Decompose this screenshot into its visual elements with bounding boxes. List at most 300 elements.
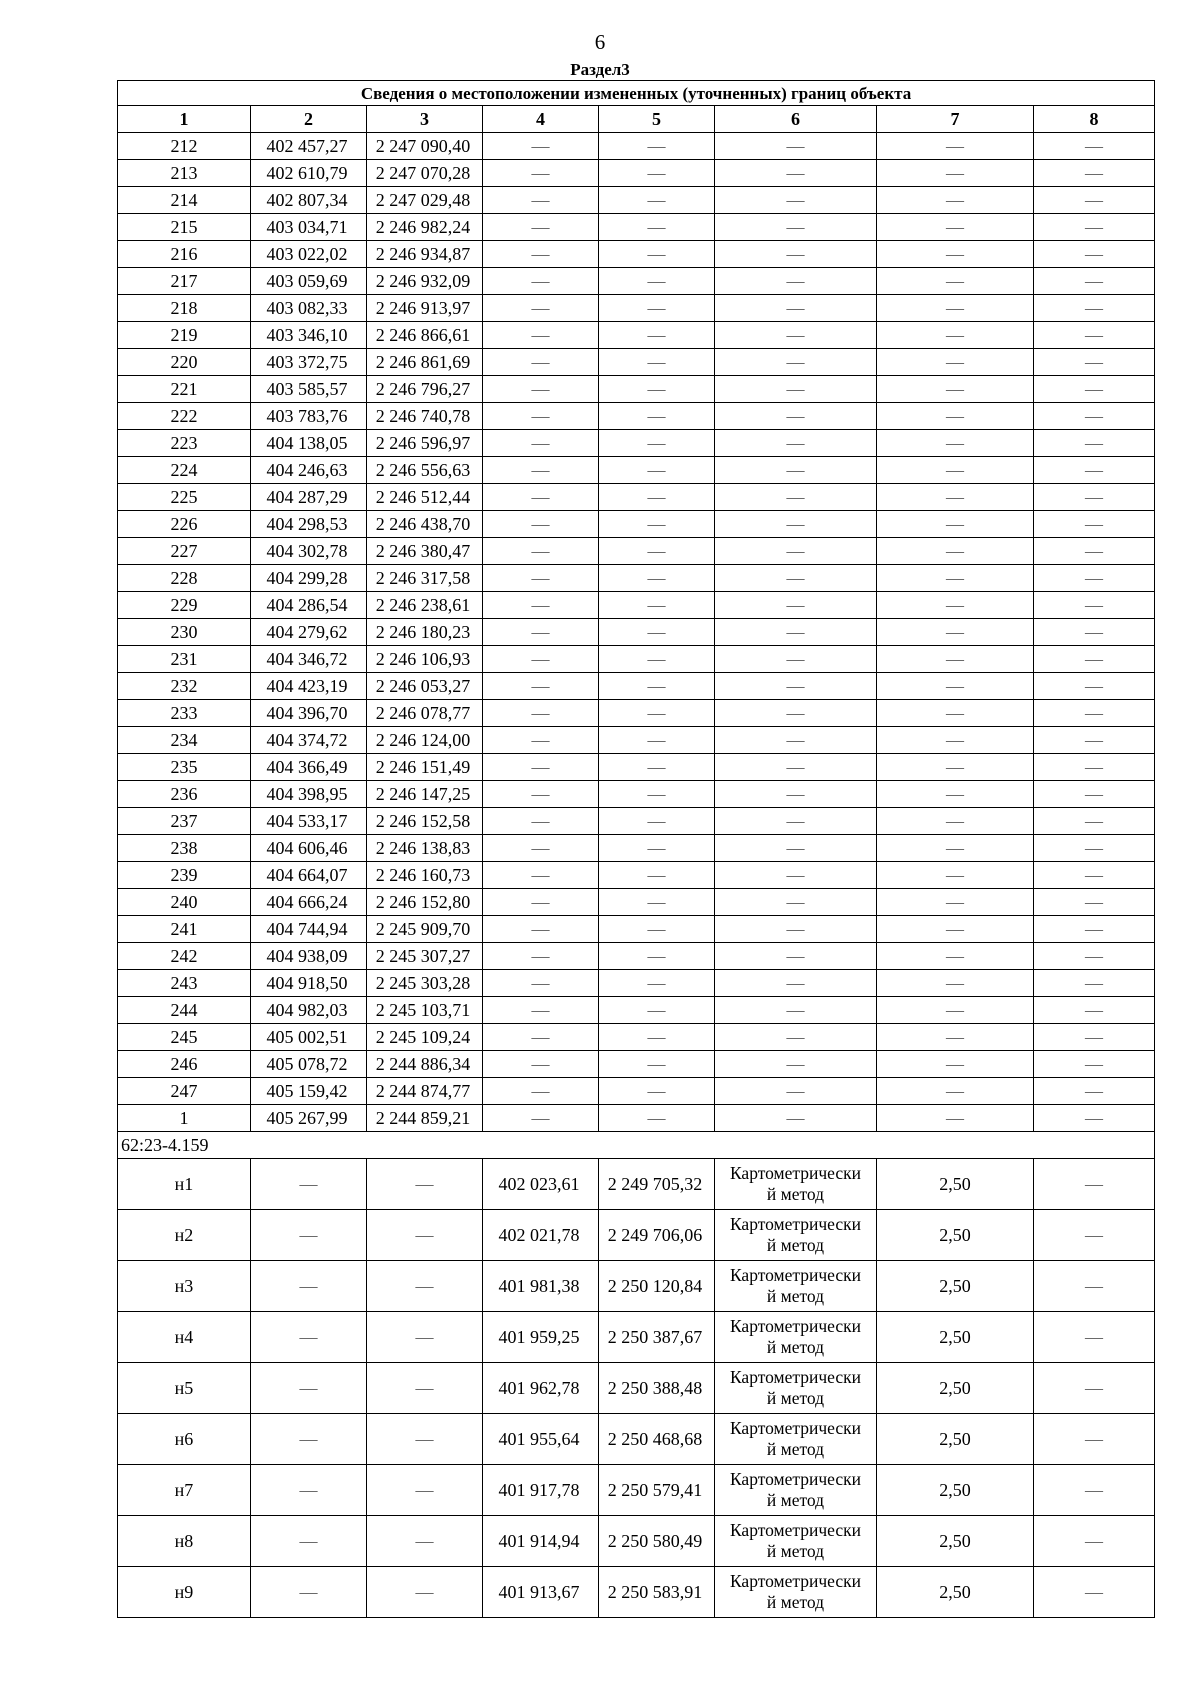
dash-cell: — [877,403,1034,430]
x-coordinate-cell: 404 366,49 [251,754,367,781]
dash-cell: — [877,187,1034,214]
y-coordinate-cell: 2 250 579,41 [599,1465,715,1516]
dash-cell: — [1034,133,1155,160]
dash-cell: — [1034,1024,1155,1051]
dash-cell: — [1034,943,1155,970]
method-text-line: й метод [766,1541,825,1561]
dash-cell: — [483,565,599,592]
table-row [118,1051,1155,1078]
dash-cell: — [483,1051,599,1078]
dash-cell: — [367,1261,483,1312]
dash-cell: — [599,457,715,484]
method-text-line: Картометрически [729,1520,862,1540]
section-label: Раздел3 [570,60,630,79]
point-number-cell: н1 [118,1159,251,1210]
point-number-cell: 234 [118,727,251,754]
dash-cell: — [599,133,715,160]
dash-cell: — [483,511,599,538]
dash-cell: — [715,1078,877,1105]
y-coordinate-cell: 2 249 705,32 [599,1159,715,1210]
dash-cell: — [877,727,1034,754]
dash-cell: — [599,916,715,943]
dash-cell: — [1034,700,1155,727]
dash-cell: — [483,727,599,754]
table-row [118,565,1155,592]
dash-cell: — [367,1516,483,1567]
dash-cell: — [251,1159,367,1210]
x-coordinate-cell: 404 398,95 [251,781,367,808]
dash-cell: — [599,241,715,268]
x-coordinate-cell: 404 374,72 [251,727,367,754]
dash-cell: — [1034,970,1155,997]
dash-cell: — [877,754,1034,781]
point-number-cell: 245 [118,1024,251,1051]
method-text-line: Картометрически [729,1316,862,1336]
point-number-cell: 221 [118,376,251,403]
dash-cell: — [1034,727,1155,754]
dash-cell: — [715,970,877,997]
y-coordinate-cell: 2 246 380,47 [367,538,483,565]
table-row [118,133,1155,160]
table-row [118,376,1155,403]
dash-cell: — [367,1363,483,1414]
point-number-cell: 242 [118,943,251,970]
dash-cell: — [483,592,599,619]
dash-cell: — [599,214,715,241]
dash-cell: — [599,376,715,403]
dash-cell: — [715,592,877,619]
y-coordinate-cell: 2 246 147,25 [367,781,483,808]
dash-cell: — [715,241,877,268]
table-row [118,187,1155,214]
dash-cell: — [715,322,877,349]
point-number-cell: 219 [118,322,251,349]
dash-cell: — [1034,349,1155,376]
dash-cell: — [715,214,877,241]
dash-cell: — [251,1312,367,1363]
dash-cell: — [877,997,1034,1024]
table-row [118,1567,1155,1618]
method-text-line: й метод [766,1286,825,1306]
dash-cell: — [715,943,877,970]
table-row [118,214,1155,241]
dash-cell: — [483,1105,599,1132]
dash-cell: — [599,187,715,214]
table-row [118,1465,1155,1516]
dash-cell: — [483,403,599,430]
table-row [118,430,1155,457]
dash-cell: — [1034,1159,1155,1210]
x-coordinate-cell: 403 022,02 [251,241,367,268]
point-number-cell: 229 [118,592,251,619]
y-coordinate-cell: 2 246 124,00 [367,727,483,754]
dash-cell: — [715,889,877,916]
y-coordinate-cell: 2 246 152,80 [367,889,483,916]
x-coordinate-cell: 401 917,78 [483,1465,599,1516]
y-coordinate-cell: 2 246 152,58 [367,808,483,835]
dash-cell: — [715,700,877,727]
dash-cell: — [1034,808,1155,835]
dash-cell: — [483,349,599,376]
dash-cell: — [877,970,1034,997]
dash-cell: — [1034,997,1155,1024]
point-number-cell: 225 [118,484,251,511]
dash-cell: — [715,781,877,808]
dash-cell: — [599,268,715,295]
point-number-cell: 218 [118,295,251,322]
dash-cell: — [877,592,1034,619]
dash-cell: — [251,1516,367,1567]
boundary-table [117,80,1155,1618]
point-number-cell: 223 [118,430,251,457]
dash-cell: — [715,187,877,214]
dash-cell: — [877,376,1034,403]
table-row [118,457,1155,484]
table-title-row [118,81,1155,106]
y-coordinate-cell: 2 246 556,63 [367,457,483,484]
accuracy-cell: 2,50 [877,1363,1034,1414]
table-row [118,241,1155,268]
x-coordinate-cell: 401 959,25 [483,1312,599,1363]
dash-cell: — [715,349,877,376]
method-cell [715,1516,877,1567]
point-number-cell: 214 [118,187,251,214]
dash-cell: — [715,295,877,322]
dash-cell: — [1034,565,1155,592]
x-coordinate-cell: 405 159,42 [251,1078,367,1105]
table-row [118,322,1155,349]
dash-cell: — [877,268,1034,295]
dash-cell: — [599,511,715,538]
x-coordinate-cell: 401 962,78 [483,1363,599,1414]
point-number-cell: 232 [118,673,251,700]
table-row [118,1261,1155,1312]
dash-cell: — [1034,619,1155,646]
dash-cell: — [715,565,877,592]
dash-cell: — [715,673,877,700]
x-coordinate-cell: 404 287,29 [251,484,367,511]
dash-cell: — [599,997,715,1024]
x-coordinate-cell: 402 807,34 [251,187,367,214]
method-cell [715,1210,877,1261]
x-coordinate-cell: 401 913,67 [483,1567,599,1618]
dash-cell: — [715,484,877,511]
dash-cell: — [599,565,715,592]
y-coordinate-cell: 2 246 934,87 [367,241,483,268]
dash-cell: — [367,1465,483,1516]
dash-cell: — [877,160,1034,187]
dash-cell: — [483,457,599,484]
page-number: 6 [594,30,606,54]
dash-cell: — [483,268,599,295]
point-number-cell: 213 [118,160,251,187]
x-coordinate-cell: 404 279,62 [251,619,367,646]
dash-cell: — [877,538,1034,565]
dash-cell: — [483,187,599,214]
dash-cell: — [1034,1078,1155,1105]
dash-cell: — [599,889,715,916]
point-number-cell: 1 [118,1105,251,1132]
method-text-line: й метод [766,1235,825,1255]
dash-cell: — [877,619,1034,646]
table-row [118,538,1155,565]
table-row [118,646,1155,673]
dash-cell: — [483,970,599,997]
x-coordinate-cell: 403 585,57 [251,376,367,403]
x-coordinate-cell: 402 023,61 [483,1159,599,1210]
method-cell [715,1261,877,1312]
dash-cell: — [599,727,715,754]
dash-cell: — [877,457,1034,484]
point-number-cell: 235 [118,754,251,781]
column-number: 8 [1034,106,1155,133]
x-coordinate-cell: 404 138,05 [251,430,367,457]
method-text-line: Картометрически [729,1571,862,1591]
dash-cell: — [251,1363,367,1414]
y-coordinate-cell: 2 246 932,09 [367,268,483,295]
method-cell [715,1567,877,1618]
dash-cell: — [483,781,599,808]
dash-cell: — [715,619,877,646]
accuracy-cell: 2,50 [877,1312,1034,1363]
dash-cell: — [715,646,877,673]
dash-cell: — [483,322,599,349]
point-number-cell: 246 [118,1051,251,1078]
point-number-cell: 217 [118,268,251,295]
y-coordinate-cell: 2 246 913,97 [367,295,483,322]
dash-cell: — [599,1105,715,1132]
dash-cell: — [877,295,1034,322]
dash-cell: — [1034,1261,1155,1312]
table-row [118,781,1155,808]
dash-cell: — [1034,268,1155,295]
dash-cell: — [483,862,599,889]
point-number-cell: 226 [118,511,251,538]
table-row [118,997,1155,1024]
dash-cell: — [877,781,1034,808]
y-coordinate-cell: 2 245 109,24 [367,1024,483,1051]
dash-cell: — [715,457,877,484]
table-row [118,700,1155,727]
dash-cell: — [483,538,599,565]
column-number: 1 [118,106,251,133]
table-row [118,1210,1155,1261]
dash-cell: — [599,970,715,997]
y-coordinate-cell: 2 247 090,40 [367,133,483,160]
y-coordinate-cell: 2 246 866,61 [367,322,483,349]
y-coordinate-cell: 2 245 103,71 [367,997,483,1024]
point-number-cell: 240 [118,889,251,916]
dash-cell: — [715,133,877,160]
dash-cell: — [877,349,1034,376]
table-row [118,160,1155,187]
table-row [118,889,1155,916]
y-coordinate-cell: 2 246 160,73 [367,862,483,889]
dash-cell: — [1034,862,1155,889]
y-coordinate-cell: 2 250 583,91 [599,1567,715,1618]
y-coordinate-cell: 2 246 078,77 [367,700,483,727]
dash-cell: — [877,1105,1034,1132]
dash-cell: — [483,619,599,646]
dash-cell: — [483,484,599,511]
point-number-cell: 241 [118,916,251,943]
point-number-cell: 224 [118,457,251,484]
dash-cell: — [483,646,599,673]
y-coordinate-cell: 2 250 580,49 [599,1516,715,1567]
x-coordinate-cell: 404 396,70 [251,700,367,727]
accuracy-cell: 2,50 [877,1414,1034,1465]
column-number-row [118,106,1155,133]
dash-cell: — [1034,592,1155,619]
y-coordinate-cell: 2 246 982,24 [367,214,483,241]
dash-cell: — [599,592,715,619]
dash-cell: — [1034,646,1155,673]
dash-cell: — [877,484,1034,511]
dash-cell: — [483,916,599,943]
y-coordinate-cell: 2 246 861,69 [367,349,483,376]
dash-cell: — [1034,538,1155,565]
dash-cell: — [715,727,877,754]
point-number-cell: 243 [118,970,251,997]
dash-cell: — [715,376,877,403]
dash-cell: — [877,511,1034,538]
dash-cell: — [715,835,877,862]
dash-cell: — [715,862,877,889]
x-coordinate-cell: 403 059,69 [251,268,367,295]
dash-cell: — [599,160,715,187]
dash-cell: — [483,1078,599,1105]
dash-cell: — [877,133,1034,160]
table-row [118,916,1155,943]
dash-cell: — [1034,295,1155,322]
dash-cell: — [715,1051,877,1078]
dash-cell: — [599,673,715,700]
table-row [118,673,1155,700]
dash-cell: — [715,268,877,295]
dash-cell: — [599,1024,715,1051]
dash-cell: — [599,943,715,970]
point-number-cell: н9 [118,1567,251,1618]
point-number-cell: н2 [118,1210,251,1261]
x-coordinate-cell: 404 938,09 [251,943,367,970]
x-coordinate-cell: 403 372,75 [251,349,367,376]
method-cell [715,1363,877,1414]
table-row [118,835,1155,862]
dash-cell: — [483,295,599,322]
y-coordinate-cell: 2 244 886,34 [367,1051,483,1078]
dash-cell: — [367,1312,483,1363]
dash-cell: — [251,1210,367,1261]
table-row [118,1516,1155,1567]
y-coordinate-cell: 2 249 706,06 [599,1210,715,1261]
dash-cell: — [599,403,715,430]
dash-cell: — [1034,673,1155,700]
dash-cell: — [367,1159,483,1210]
y-coordinate-cell: 2 246 512,44 [367,484,483,511]
dash-cell: — [1034,484,1155,511]
dash-cell: — [715,1105,877,1132]
x-coordinate-cell: 402 610,79 [251,160,367,187]
point-number-cell: 238 [118,835,251,862]
accuracy-cell: 2,50 [877,1516,1034,1567]
dash-cell: — [1034,1105,1155,1132]
point-number-cell: 216 [118,241,251,268]
method-text-line: й метод [766,1388,825,1408]
dash-cell: — [715,808,877,835]
dash-cell: — [599,1051,715,1078]
dash-cell: — [599,1078,715,1105]
point-number-cell: 231 [118,646,251,673]
method-text-line: й метод [766,1592,825,1612]
accuracy-cell: 2,50 [877,1567,1034,1618]
dash-cell: — [599,619,715,646]
y-coordinate-cell: 2 245 307,27 [367,943,483,970]
dash-cell: — [483,1024,599,1051]
x-coordinate-cell: 404 664,07 [251,862,367,889]
method-cell [715,1465,877,1516]
method-cell [715,1414,877,1465]
x-coordinate-cell: 404 346,72 [251,646,367,673]
dash-cell: — [1034,1363,1155,1414]
x-coordinate-cell: 404 982,03 [251,997,367,1024]
dash-cell: — [599,646,715,673]
x-coordinate-cell: 405 002,51 [251,1024,367,1051]
accuracy-cell: 2,50 [877,1261,1034,1312]
dash-cell: — [1034,754,1155,781]
method-cell [715,1312,877,1363]
dash-cell: — [599,322,715,349]
method-cell [715,1159,877,1210]
column-number: 3 [367,106,483,133]
dash-cell: — [251,1465,367,1516]
table-row [118,1024,1155,1051]
method-text-line: Картометрически [729,1367,862,1387]
dash-cell: — [251,1261,367,1312]
x-coordinate-cell: 405 267,99 [251,1105,367,1132]
x-coordinate-cell: 403 346,10 [251,322,367,349]
dash-cell: — [1034,403,1155,430]
dash-cell: — [483,376,599,403]
dash-cell: — [715,160,877,187]
dash-cell: — [483,754,599,781]
x-coordinate-cell: 402 457,27 [251,133,367,160]
table-row [118,268,1155,295]
dash-cell: — [877,1078,1034,1105]
dash-cell: — [483,430,599,457]
dash-cell: — [1034,916,1155,943]
table-row [118,592,1155,619]
dash-cell: — [715,403,877,430]
dash-cell: — [483,241,599,268]
table-row [118,1363,1155,1414]
dash-cell: — [877,214,1034,241]
y-coordinate-cell: 2 246 740,78 [367,403,483,430]
dash-cell: — [483,160,599,187]
point-number-cell: 215 [118,214,251,241]
x-coordinate-cell: 403 034,71 [251,214,367,241]
accuracy-cell: 2,50 [877,1465,1034,1516]
point-number-cell: 228 [118,565,251,592]
x-coordinate-cell: 404 302,78 [251,538,367,565]
point-number-cell: 212 [118,133,251,160]
x-coordinate-cell: 401 914,94 [483,1516,599,1567]
table-row [118,754,1155,781]
point-number-cell: 236 [118,781,251,808]
dash-cell: — [877,889,1034,916]
dash-cell: — [483,214,599,241]
dash-cell: — [367,1567,483,1618]
y-coordinate-cell: 2 246 180,23 [367,619,483,646]
